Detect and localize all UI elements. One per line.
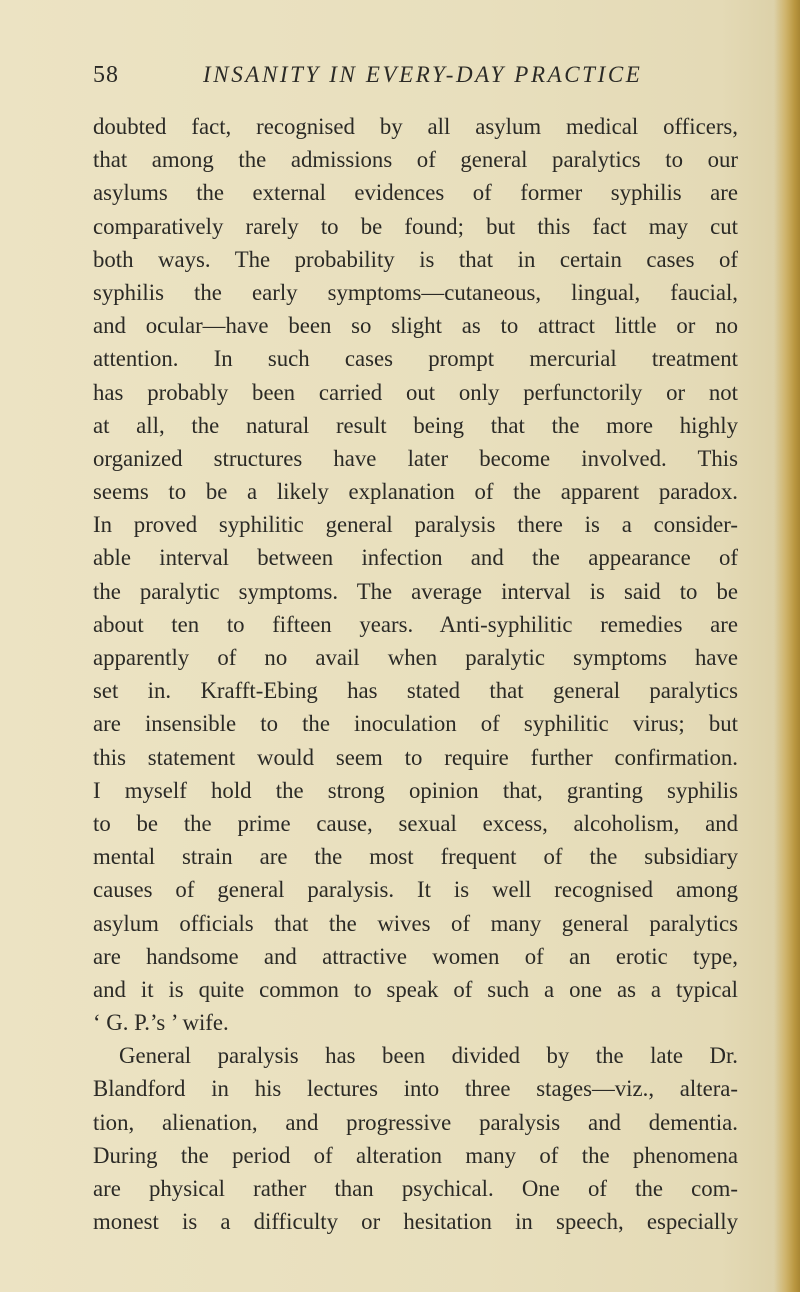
text-line: this statement would seem to require further confirmation. [93,744,738,770]
text-line: are handsome and attractive women of an erotic type, [93,943,738,969]
text-line: syphilis the early symptoms—cutaneous, lingual, faucial, [93,279,738,305]
text-line: seems to be a likely explanation of the apparent paradox. [93,479,738,505]
text-line: comparatively rarely to be found; but this fact may cut [93,213,738,239]
text-line: asylum officials that the wives of many general paralytics [93,910,738,936]
page-header [93,62,738,92]
text-line: about ten to fifteen years. Anti-syphilitic remedies are [93,611,738,637]
text-line: the paralytic symptoms. The average interval is said to be [93,578,738,604]
paragraph-start-line: General paralysis has been divided by the late Dr. [119,1043,738,1069]
text-line: I myself hold the strong opinion that, granting syphilis [93,777,738,803]
text-line: In proved syphilitic general paralysis there is a consider- [93,512,738,538]
text-line: are insensible to the inoculation of syphilitic virus; but [93,711,738,737]
running-head: INSANITY IN EVERY-DAY PRACTICE [203,62,643,87]
text-line: organized structures have later become involved. This [93,445,738,471]
text-line: able interval between infection and the appearance of [93,545,738,571]
page-number: 58 [93,62,119,88]
text-line: Blandford in his lectures into three stages—viz., altera- [93,1076,738,1102]
text-line: asylums the external evidences of former syphilis are [93,180,738,206]
text-line: causes of general paralysis. It is well recognised among [93,877,738,903]
text-line: at all, the natural result being that the more highly [93,412,738,438]
text-line: and ocular—have been so slight as to attract little or no [93,313,738,339]
paragraph-end-line: ‘ G. P.’s ’ wife. [93,1010,229,1036]
page-edge [774,0,800,1292]
text-line: During the period of alteration many of the phenomena [93,1142,738,1168]
body-text [93,110,738,1238]
text-line: monest is a difficulty or hesitation in speech, especially [93,1209,738,1235]
text-line: apparently of no avail when paralytic symptoms have [93,645,738,670]
text-line: attention. In such cases prompt mercurial treatment [93,346,738,372]
text-line: has probably been carried out only perfunctorily or not [93,379,738,405]
text-line: are physical rather than psychical. One of the com- [93,1176,738,1201]
text-line: and it is quite common to speak of such a one as a typical [93,976,738,1002]
text-line: doubted fact, recognised by all asylum medical officers, [93,114,738,139]
text-line: that among the admissions of general paralytics to our [93,147,738,173]
text-line: mental strain are the most frequent of the subsidiary [93,844,738,870]
text-line: both ways. The probability is that in certain cases of [93,246,738,272]
text-line: to be the prime cause, sexual excess, alcoholism, and [93,810,738,836]
text-line: set in. Krafft-Ebing has stated that general paralytics [93,678,738,704]
text-line: tion, alienation, and progressive paralysis and dementia. [93,1109,738,1135]
